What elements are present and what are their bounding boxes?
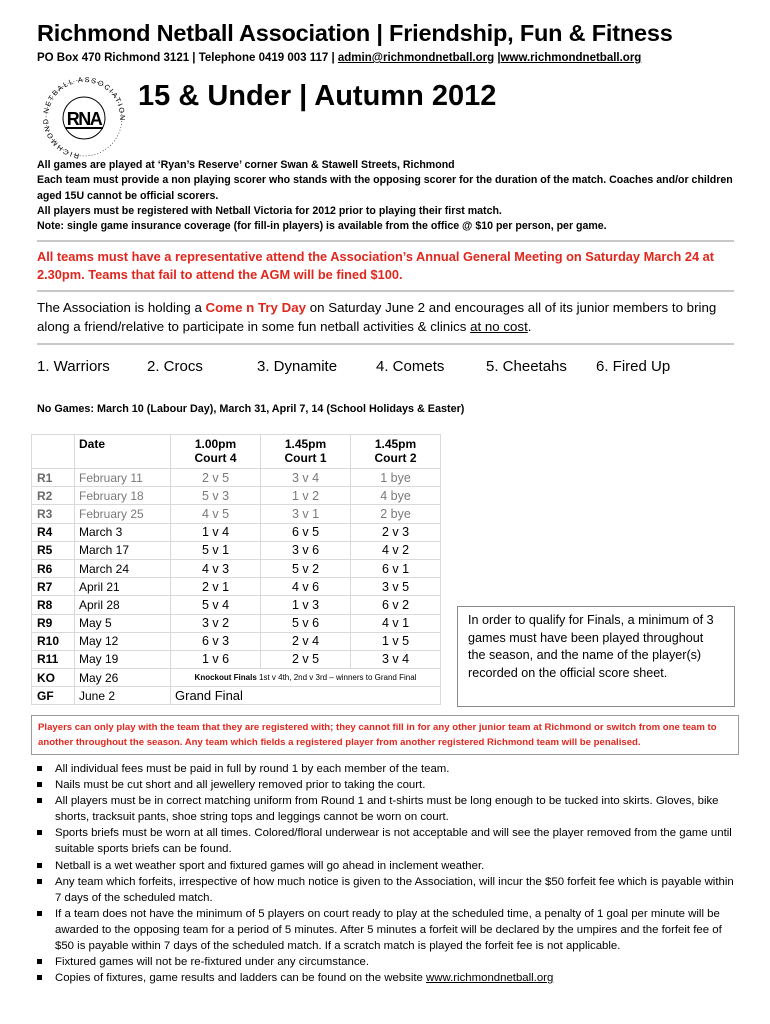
rules-list [37,761,737,986]
note-insurance: Note: single game insurance coverage (for fill-in players) is available from the office @ $10 per person, per game. [37,220,607,233]
header-date: Date [75,435,171,469]
fixture-table [31,434,441,705]
round-cell: R10 [32,632,75,650]
round-cell: R3 [32,505,75,523]
team-item: 3. Dynamite [257,358,338,375]
table-row [32,559,441,577]
rule-text: Copies of fixtures, game results and ladders can be found on the website [55,972,427,985]
game-court-4-cell: 1 v 6 [171,650,261,668]
bullet-icon [37,879,42,884]
round-cell: R11 [32,650,75,668]
game-court-1-cell: 1 v 2 [261,487,351,505]
come-text-after: . [527,319,532,334]
rule-item [37,874,737,906]
svg-text:RICHMOND NETBALL ASSOCIATION: RICHMOND NETBALL ASSOCIATION [40,74,128,161]
table-row [32,632,441,650]
page-title: Richmond Netball Association | Friendship, Fun & Fitness [37,20,673,46]
no-cost-text: at no cost [470,319,528,334]
bullet-icon [37,959,42,964]
game-court-4-cell: 6 v 3 [171,632,261,650]
game-court-2-cell: 6 v 2 [351,596,441,614]
website-link[interactable]: www.richmondnetball.org [426,972,554,985]
table-row [32,523,441,541]
game-court-1-cell: 6 v 5 [261,523,351,541]
round-cell: KO [32,669,75,687]
round-cell: R2 [32,487,75,505]
bullet-icon [37,863,42,868]
date-cell: April 21 [75,578,171,596]
date-cell: February 11 [75,469,171,487]
game-court-2-cell: 2 bye [351,505,441,523]
team-item: 5. Cheetahs [486,358,567,375]
email-link[interactable]: admin@richmondnetball.org [337,52,495,64]
rule-text: Nails must be cut short and all jewellery removed prior to taking the court. [55,779,426,792]
finals-qualification-note: In order to qualify for Finals, a minimum of 3 games must have been played throughout the season, and the name of the player(s) recorded on the official score sheet. [457,606,735,707]
header-round [32,435,75,469]
rule-text: Sports briefs must be worn at all times. Colored/floral underwear is not acceptable and will see the player removed from the game until suitable sports briefs can be found. [55,827,732,856]
svg-text:RNA: RNA [66,109,102,129]
knockout-finals-cell [171,669,441,687]
game-court-4-cell: 2 v 1 [171,578,261,596]
bullet-icon [37,766,42,771]
table-row [32,487,441,505]
round-cell: R6 [32,559,75,577]
rule-item [37,793,737,825]
note-venue: All games are played at ‘Ryan’s Reserve’ corner Swan & Stawell Streets, Richmond [37,159,455,171]
round-cell: R4 [32,523,75,541]
rule-text: All individual fees must be paid in full by round 1 by each member of the team. [55,763,450,775]
game-court-4-cell: 1 v 4 [171,523,261,541]
table-header-row [32,435,441,469]
table-row [32,541,441,559]
table-row [32,469,441,487]
contact-text: PO Box 470 Richmond 3121 | Telephone 0419 003 117 | [37,52,338,64]
date-cell: May 19 [75,650,171,668]
game-court-1-cell: 3 v 4 [261,469,351,487]
bullet-icon [37,830,42,835]
no-games-notice: No Games: March 10 (Labour Day), March 31, April 7, 14 (School Holidays & Easter) [37,403,465,415]
rule-item [37,761,737,777]
date-cell: June 2 [75,687,171,705]
header-court: Court 2 [374,451,417,465]
header-court-4 [171,435,261,469]
rule-item [37,825,737,857]
header-time: 1.45pm [284,437,327,451]
game-court-2-cell: 4 bye [351,487,441,505]
game-court-1-cell: 4 v 6 [261,578,351,596]
date-cell: March 17 [75,541,171,559]
game-court-1-cell: 1 v 3 [261,596,351,614]
team-item: 2. Crocs [147,358,203,375]
game-court-2-cell: 3 v 4 [351,650,441,668]
come-n-try-highlight: Come n Try Day [205,300,307,315]
game-court-4-cell: 4 v 3 [171,559,261,577]
rule-text: Fixtured games will not be re-fixtured under any circumstance. [55,956,370,969]
game-court-4-cell: 4 v 5 [171,505,261,523]
game-court-2-cell: 4 v 2 [351,541,441,559]
knockout-label: Knockout Finals [194,673,257,683]
game-court-2-cell: 1 bye [351,469,441,487]
rule-item [37,954,737,970]
game-court-4-cell: 3 v 2 [171,614,261,632]
rule-text: Netball is a wet weather sport and fixtured games will go ahead in inclement weather. [55,859,485,872]
rule-item [37,858,737,874]
game-court-2-cell: 1 v 5 [351,632,441,650]
bullet-icon [37,798,42,803]
note-registration: All players must be registered with Netball Victoria for 2012 prior to playing their first match. [37,204,502,217]
table-row-gf [32,687,441,705]
date-cell: May 12 [75,632,171,650]
round-cell: R5 [32,541,75,559]
rule-text: If a team does not have the minimum of 5 players on court ready to play at the scheduled time, a penalty of 1 goal per minute will be awarded to the opposing team for a period of 5 minutes. After 5 minutes a forfeit will be declared by the umpires and the forfeit fee of $50 is payable within 7 days of the scheduled match. If a scratch match is played the forfeit fee is not applicable. [55,907,722,953]
date-cell: May 26 [75,669,171,687]
game-court-1-cell: 3 v 6 [261,541,351,559]
header-court: Court 1 [284,451,327,465]
rule-item [37,777,737,793]
game-court-2-cell: 3 v 5 [351,578,441,596]
date-cell: March 3 [75,523,171,541]
come-text-middle: on Saturday June 2 and encourages all of its junior members to bring along a friend/relative to participate in some fun netball activities & clinics [37,300,717,334]
website-link[interactable]: www.richmondnetball.org [500,52,642,64]
bullet-icon [37,911,42,916]
game-court-4-cell: 2 v 5 [171,469,261,487]
divider [37,290,734,292]
team-item: 4. Comets [376,358,445,375]
header-court-1 [261,435,351,469]
table-row [32,650,441,668]
rule-item [37,970,737,986]
header-time: 1.45pm [374,437,417,451]
game-court-2-cell: 6 v 1 [351,559,441,577]
header-time: 1.00pm [194,437,237,451]
game-court-1-cell: 5 v 6 [261,614,351,632]
date-cell: May 5 [75,614,171,632]
game-court-1-cell: 2 v 5 [261,650,351,668]
knockout-text: 1st v 4th, 2nd v 3rd – winners to Grand Final [259,673,417,683]
round-cell: R1 [32,469,75,487]
header-court: Court 4 [194,451,237,465]
general-notes [37,158,737,234]
game-court-1-cell: 3 v 1 [261,505,351,523]
fixture-rows [32,469,441,669]
game-court-4-cell: 5 v 3 [171,487,261,505]
come-n-try-notice [37,298,742,336]
table-row [32,578,441,596]
table-row [32,596,441,614]
table-row [32,614,441,632]
table-row-ko [32,669,441,687]
team-list [37,358,737,378]
bullet-icon [37,782,42,787]
come-text-before: The Association is holding a [37,300,206,315]
team-item: 1. Warriors [37,358,110,375]
date-cell: February 18 [75,487,171,505]
rule-item [37,906,737,954]
date-cell: February 25 [75,505,171,523]
team-item: 6. Fired Up [596,358,671,375]
game-court-2-cell: 2 v 3 [351,523,441,541]
round-cell: GF [32,687,75,705]
game-court-1-cell: 2 v 4 [261,632,351,650]
round-cell: R8 [32,596,75,614]
rna-logo [36,72,132,162]
player-registration-warning: Players can only play with the team that they are registered with; they cannot fill in for any other junior team at Richmond or switch from one team to another throughout the season. Any team which fields a registered player from another registered Richmond team will be penalised. [31,715,739,755]
divider [37,343,734,345]
bullet-icon [37,975,42,980]
rule-text: Any team which forfeits, irrespective of how much notice is given to the Association, will incur the $50 forfeit fee which is payable within 7 days of the scheduled match. [55,875,734,904]
table-row [32,505,441,523]
round-cell: R7 [32,578,75,596]
date-cell: March 24 [75,559,171,577]
round-cell: R9 [32,614,75,632]
game-court-4-cell: 5 v 1 [171,541,261,559]
contact-separator: | [494,52,501,64]
game-court-2-cell: 4 v 1 [351,614,441,632]
game-court-4-cell: 5 v 4 [171,596,261,614]
date-cell: April 28 [75,596,171,614]
rule-text: All players must be in correct matching uniform from Round 1 and t-shirts must be long enough to be tucked into skirts. Gloves, bike shorts, tracksuit pants, shoe string tops and leggings cannot be worn on court. [55,795,719,824]
agm-notice: All teams must have a representative attend the Association’s Annual General Meeting on Saturday March 24 at 2.30pm. Teams that fail to attend the AGM will be fined $100. [37,249,715,282]
grand-final-cell: Grand Final [171,687,441,705]
season-title: 15 & Under | Autumn 2012 [138,80,497,112]
header-court-2 [351,435,441,469]
note-scorer: Each team must provide a non playing scorer who stands with the opposing scorer for the duration of the match. Coaches and/or children aged 15U cannot be official scorers. [37,174,733,202]
contact-line [37,52,641,64]
game-court-1-cell: 5 v 2 [261,559,351,577]
divider [37,240,734,242]
